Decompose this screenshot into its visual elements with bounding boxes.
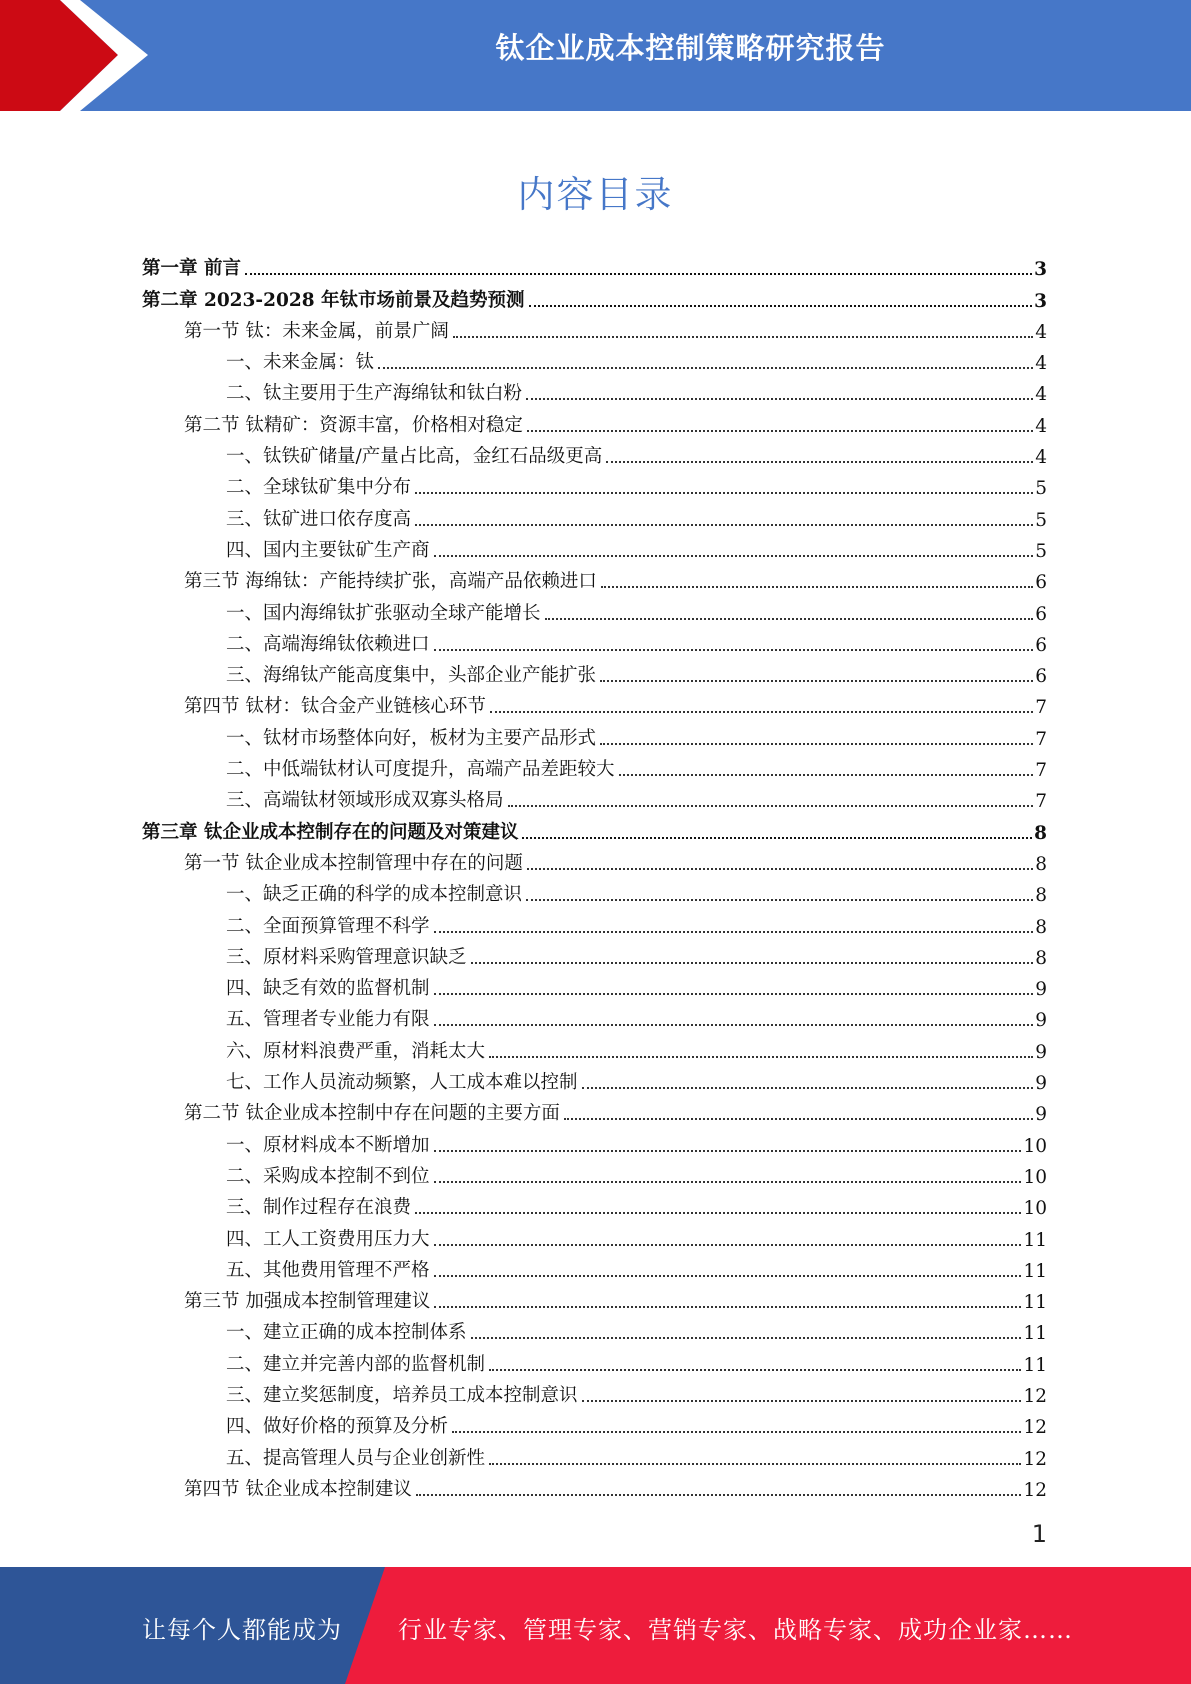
toc-entry-label: 第四节 钛材：钛合金产业链核心环节 bbox=[184, 696, 486, 718]
footer-band bbox=[0, 1567, 1191, 1684]
toc-subsection-entry[interactable] bbox=[142, 1442, 1047, 1473]
toc-subsection-entry[interactable] bbox=[142, 1192, 1047, 1223]
toc-entry-page: 4 bbox=[1035, 353, 1047, 375]
toc-dot-leader bbox=[490, 711, 1033, 713]
toc-entry-page: 5 bbox=[1035, 478, 1047, 500]
toc-entry-page: 8 bbox=[1034, 822, 1047, 844]
toc-entry-label: 二、高端海绵钛依赖进口 bbox=[226, 633, 430, 655]
toc-dot-leader bbox=[527, 868, 1033, 870]
toc-chapter-entry[interactable] bbox=[142, 284, 1047, 315]
toc-chapter-entry[interactable] bbox=[142, 253, 1047, 284]
toc-entry-page: 12 bbox=[1023, 1479, 1047, 1501]
toc-entry-label: 二、中低端钛材认可度提升，高端产品差距较大 bbox=[226, 759, 615, 781]
toc-entry-page: 10 bbox=[1023, 1198, 1047, 1220]
toc-entry-page: 12 bbox=[1023, 1448, 1047, 1470]
toc-entry-page: 6 bbox=[1035, 572, 1047, 594]
toc-entry-label: 一、原材料成本不断增加 bbox=[226, 1134, 430, 1156]
toc-entry-label: 三、制作过程存在浪费 bbox=[226, 1197, 412, 1219]
toc-subsection-entry[interactable] bbox=[142, 1411, 1047, 1442]
toc-entry-page: 6 bbox=[1035, 634, 1047, 656]
toc-section-entry[interactable] bbox=[142, 409, 1047, 440]
toc-chapter-entry[interactable] bbox=[142, 816, 1047, 847]
toc-subsection-entry[interactable] bbox=[142, 503, 1047, 534]
table-of-contents bbox=[142, 253, 1047, 1505]
toc-dot-leader bbox=[564, 1118, 1033, 1120]
toc-dot-leader bbox=[545, 618, 1034, 620]
toc-entry-page: 5 bbox=[1035, 540, 1047, 562]
toc-entry-label: 三、建立奖惩制度，培养员工成本控制意识 bbox=[226, 1384, 578, 1406]
toc-subsection-entry[interactable] bbox=[142, 597, 1047, 628]
toc-entry-page: 11 bbox=[1023, 1229, 1047, 1251]
toc-entry-page: 8 bbox=[1035, 947, 1047, 969]
toc-dot-leader bbox=[526, 899, 1033, 901]
toc-dot-leader bbox=[434, 1275, 1022, 1277]
toc-subsection-entry[interactable] bbox=[142, 660, 1047, 691]
toc-subsection-entry[interactable] bbox=[142, 1223, 1047, 1254]
toc-subsection-entry[interactable] bbox=[142, 378, 1047, 409]
toc-entry-label: 二、建立并完善内部的监督机制 bbox=[226, 1353, 486, 1375]
toc-dot-leader bbox=[452, 1431, 1021, 1433]
toc-section-entry[interactable] bbox=[142, 1474, 1047, 1505]
toc-subsection-entry[interactable] bbox=[142, 1004, 1047, 1035]
footer-slogan-left: 让每个人都能成为 bbox=[142, 1616, 342, 1644]
toc-dot-leader bbox=[434, 649, 1034, 651]
toc-entry-label: 第三节 海绵钛：产能持续扩张，高端产品依赖进口 bbox=[184, 571, 597, 593]
toc-entry-label: 一、钛铁矿储量/产量占比高，金红石品级更高 bbox=[226, 446, 603, 468]
toc-subsection-entry[interactable] bbox=[142, 1067, 1047, 1098]
toc-entry-page: 4 bbox=[1035, 384, 1047, 406]
toc-dot-leader bbox=[378, 367, 1033, 369]
toc-entry-label: 五、其他费用管理不严格 bbox=[226, 1259, 430, 1281]
toc-dot-leader bbox=[453, 336, 1033, 338]
toc-entry-label: 五、管理者专业能力有限 bbox=[226, 1009, 430, 1031]
toc-entry-label: 四、做好价格的预算及分析 bbox=[226, 1416, 449, 1438]
toc-entry-label: 一、国内海绵钛扩张驱动全球产能增长 bbox=[226, 602, 541, 624]
toc-entry-label: 六、原材料浪费严重，消耗太大 bbox=[226, 1040, 486, 1062]
toc-entry-label: 三、钛矿进口依存度高 bbox=[226, 508, 412, 530]
toc-entry-page: 7 bbox=[1035, 791, 1047, 813]
toc-subsection-entry[interactable] bbox=[142, 973, 1047, 1004]
toc-entry-page: 6 bbox=[1035, 666, 1047, 688]
toc-subsection-entry[interactable] bbox=[142, 942, 1047, 973]
toc-subsection-entry[interactable] bbox=[142, 879, 1047, 910]
toc-entry-page: 6 bbox=[1035, 603, 1047, 625]
toc-entry-label: 二、钛主要用于生产海绵钛和钛白粉 bbox=[226, 383, 523, 405]
toc-dot-leader bbox=[619, 774, 1034, 776]
toc-entry-label: 五、提高管理人员与企业创新性 bbox=[226, 1447, 486, 1469]
toc-dot-leader bbox=[508, 805, 1034, 807]
toc-subsection-entry[interactable] bbox=[142, 472, 1047, 503]
toc-dot-leader bbox=[606, 461, 1033, 463]
toc-entry-page: 8 bbox=[1035, 916, 1047, 938]
toc-entry-page: 10 bbox=[1023, 1135, 1047, 1157]
toc-entry-page: 5 bbox=[1035, 509, 1047, 531]
toc-dot-leader bbox=[434, 1181, 1022, 1183]
toc-entry-label: 第三节 加强成本控制管理建议 bbox=[184, 1291, 431, 1313]
toc-entry-page: 11 bbox=[1023, 1323, 1047, 1345]
toc-subsection-entry[interactable] bbox=[142, 754, 1047, 785]
toc-entry-label: 三、海绵钛产能高度集中，头部企业产能扩张 bbox=[226, 665, 597, 687]
toc-dot-leader bbox=[434, 931, 1034, 933]
toc-dot-leader bbox=[600, 680, 1033, 682]
toc-entry-label: 二、采购成本控制不到位 bbox=[226, 1165, 430, 1187]
toc-entry-page: 7 bbox=[1035, 760, 1047, 782]
toc-entry-page: 7 bbox=[1035, 697, 1047, 719]
toc-dot-leader bbox=[434, 993, 1034, 995]
toc-subsection-entry[interactable] bbox=[142, 1161, 1047, 1192]
toc-entry-page: 8 bbox=[1035, 885, 1047, 907]
toc-dot-leader bbox=[416, 1494, 1022, 1496]
toc-dot-leader bbox=[489, 1463, 1021, 1465]
report-title: 钛企业成本控制策略研究报告 bbox=[495, 31, 886, 65]
toc-entry-label: 一、缺乏正确的科学的成本控制意识 bbox=[226, 884, 523, 906]
toc-subsection-entry[interactable] bbox=[142, 722, 1047, 753]
toc-entry-label: 四、缺乏有效的监督机制 bbox=[226, 978, 430, 1000]
toc-entry-label: 第一章 前言 bbox=[142, 258, 241, 280]
toc-entry-page: 11 bbox=[1023, 1260, 1047, 1282]
toc-entry-page: 9 bbox=[1035, 1041, 1047, 1063]
toc-dot-leader bbox=[582, 1087, 1034, 1089]
toc-dot-leader bbox=[489, 1056, 1033, 1058]
toc-section-entry[interactable] bbox=[142, 1098, 1047, 1129]
toc-entry-label: 一、建立正确的成本控制体系 bbox=[226, 1322, 467, 1344]
toc-entry-page: 8 bbox=[1035, 853, 1047, 875]
toc-dot-leader bbox=[522, 837, 1032, 839]
toc-heading: 内容目录 bbox=[517, 173, 674, 216]
toc-entry-label: 第二节 钛企业成本控制中存在问题的主要方面 bbox=[184, 1103, 560, 1125]
toc-entry-page: 7 bbox=[1035, 728, 1047, 750]
toc-entry-label: 七、工作人员流动频繁，人工成本难以控制 bbox=[226, 1072, 578, 1094]
toc-entry-page: 12 bbox=[1023, 1417, 1047, 1439]
toc-dot-leader bbox=[601, 586, 1033, 588]
toc-subsection-entry[interactable] bbox=[142, 535, 1047, 566]
toc-entry-label: 第一节 钛企业成本控制管理中存在的问题 bbox=[184, 852, 523, 874]
toc-section-entry[interactable] bbox=[142, 691, 1047, 722]
toc-dot-leader bbox=[415, 524, 1033, 526]
toc-dot-leader bbox=[434, 1024, 1034, 1026]
toc-entry-label: 四、工人工资费用压力大 bbox=[226, 1228, 430, 1250]
toc-entry-page: 10 bbox=[1023, 1166, 1047, 1188]
toc-entry-label: 三、原材料采购管理意识缺乏 bbox=[226, 946, 467, 968]
toc-subsection-entry[interactable] bbox=[142, 785, 1047, 816]
toc-entry-page: 9 bbox=[1035, 1010, 1047, 1032]
toc-subsection-entry[interactable] bbox=[142, 1255, 1047, 1286]
toc-dot-leader bbox=[529, 305, 1033, 307]
toc-entry-page: 9 bbox=[1035, 979, 1047, 1001]
toc-entry-label: 一、未来金属：钛 bbox=[226, 352, 375, 374]
toc-dot-leader bbox=[434, 1244, 1022, 1246]
toc-section-entry[interactable] bbox=[142, 1286, 1047, 1317]
toc-subsection-entry[interactable] bbox=[142, 1317, 1047, 1348]
toc-entry-label: 第二节 钛精矿：资源丰富，价格相对稳定 bbox=[184, 414, 523, 436]
toc-dot-leader bbox=[434, 1150, 1022, 1152]
toc-dot-leader bbox=[471, 962, 1034, 964]
toc-dot-leader bbox=[600, 743, 1033, 745]
toc-dot-leader bbox=[527, 430, 1033, 432]
toc-section-entry[interactable] bbox=[142, 848, 1047, 879]
toc-dot-leader bbox=[415, 1212, 1021, 1214]
toc-dot-leader bbox=[489, 1369, 1021, 1371]
toc-entry-label: 一、钛材市场整体向好，板材为主要产品形式 bbox=[226, 727, 597, 749]
toc-dot-leader bbox=[434, 1306, 1021, 1308]
toc-entry-label: 第一节 钛：未来金属，前景广阔 bbox=[184, 320, 449, 342]
page-number: 1 bbox=[1031, 1520, 1047, 1548]
toc-section-entry[interactable] bbox=[142, 316, 1047, 347]
toc-entry-label: 三、高端钛材领域形成双寡头格局 bbox=[226, 790, 504, 812]
toc-entry-page: 11 bbox=[1023, 1354, 1047, 1376]
toc-entry-page: 3 bbox=[1034, 290, 1047, 312]
header-chevron-icon bbox=[0, 0, 160, 111]
toc-entry-label: 四、国内主要钛矿生产商 bbox=[226, 539, 430, 561]
toc-dot-leader bbox=[434, 555, 1034, 557]
toc-entry-page: 9 bbox=[1035, 1073, 1047, 1095]
toc-subsection-entry[interactable] bbox=[142, 1129, 1047, 1160]
toc-subsection-entry[interactable] bbox=[142, 629, 1047, 660]
toc-entry-page: 4 bbox=[1035, 321, 1047, 343]
toc-entry-page: 3 bbox=[1034, 259, 1047, 281]
toc-entry-page: 12 bbox=[1023, 1385, 1047, 1407]
toc-dot-leader bbox=[471, 1337, 1022, 1339]
toc-entry-label: 二、全球钛矿集中分布 bbox=[226, 477, 412, 499]
toc-entry-page: 4 bbox=[1035, 415, 1047, 437]
toc-entry-page: 4 bbox=[1035, 447, 1047, 469]
toc-dot-leader bbox=[415, 492, 1033, 494]
report-header-band bbox=[0, 0, 1191, 111]
toc-subsection-entry[interactable] bbox=[142, 1380, 1047, 1411]
toc-entry-label: 第二章 2023-2028 年钛市场前景及趋势预测 bbox=[142, 289, 525, 311]
toc-dot-leader bbox=[526, 398, 1033, 400]
footer-slogan-right: 行业专家、管理专家、营销专家、战略专家、成功企业家…… bbox=[398, 1616, 1073, 1644]
toc-subsection-entry[interactable] bbox=[142, 910, 1047, 941]
toc-entry-page: 9 bbox=[1035, 1104, 1047, 1126]
toc-subsection-entry[interactable] bbox=[142, 1035, 1047, 1066]
toc-section-entry[interactable] bbox=[142, 566, 1047, 597]
toc-entry-label: 二、全面预算管理不科学 bbox=[226, 915, 430, 937]
toc-entry-page: 11 bbox=[1023, 1292, 1047, 1314]
toc-entry-label: 第三章 钛企业成本控制存在的问题及对策建议 bbox=[142, 821, 519, 843]
toc-entry-label: 第四节 钛企业成本控制建议 bbox=[184, 1478, 412, 1500]
toc-dot-leader bbox=[582, 1400, 1022, 1402]
toc-dot-leader bbox=[245, 273, 1032, 275]
toc-subsection-entry[interactable] bbox=[142, 1348, 1047, 1379]
toc-subsection-entry[interactable] bbox=[142, 441, 1047, 472]
toc-subsection-entry[interactable] bbox=[142, 347, 1047, 378]
